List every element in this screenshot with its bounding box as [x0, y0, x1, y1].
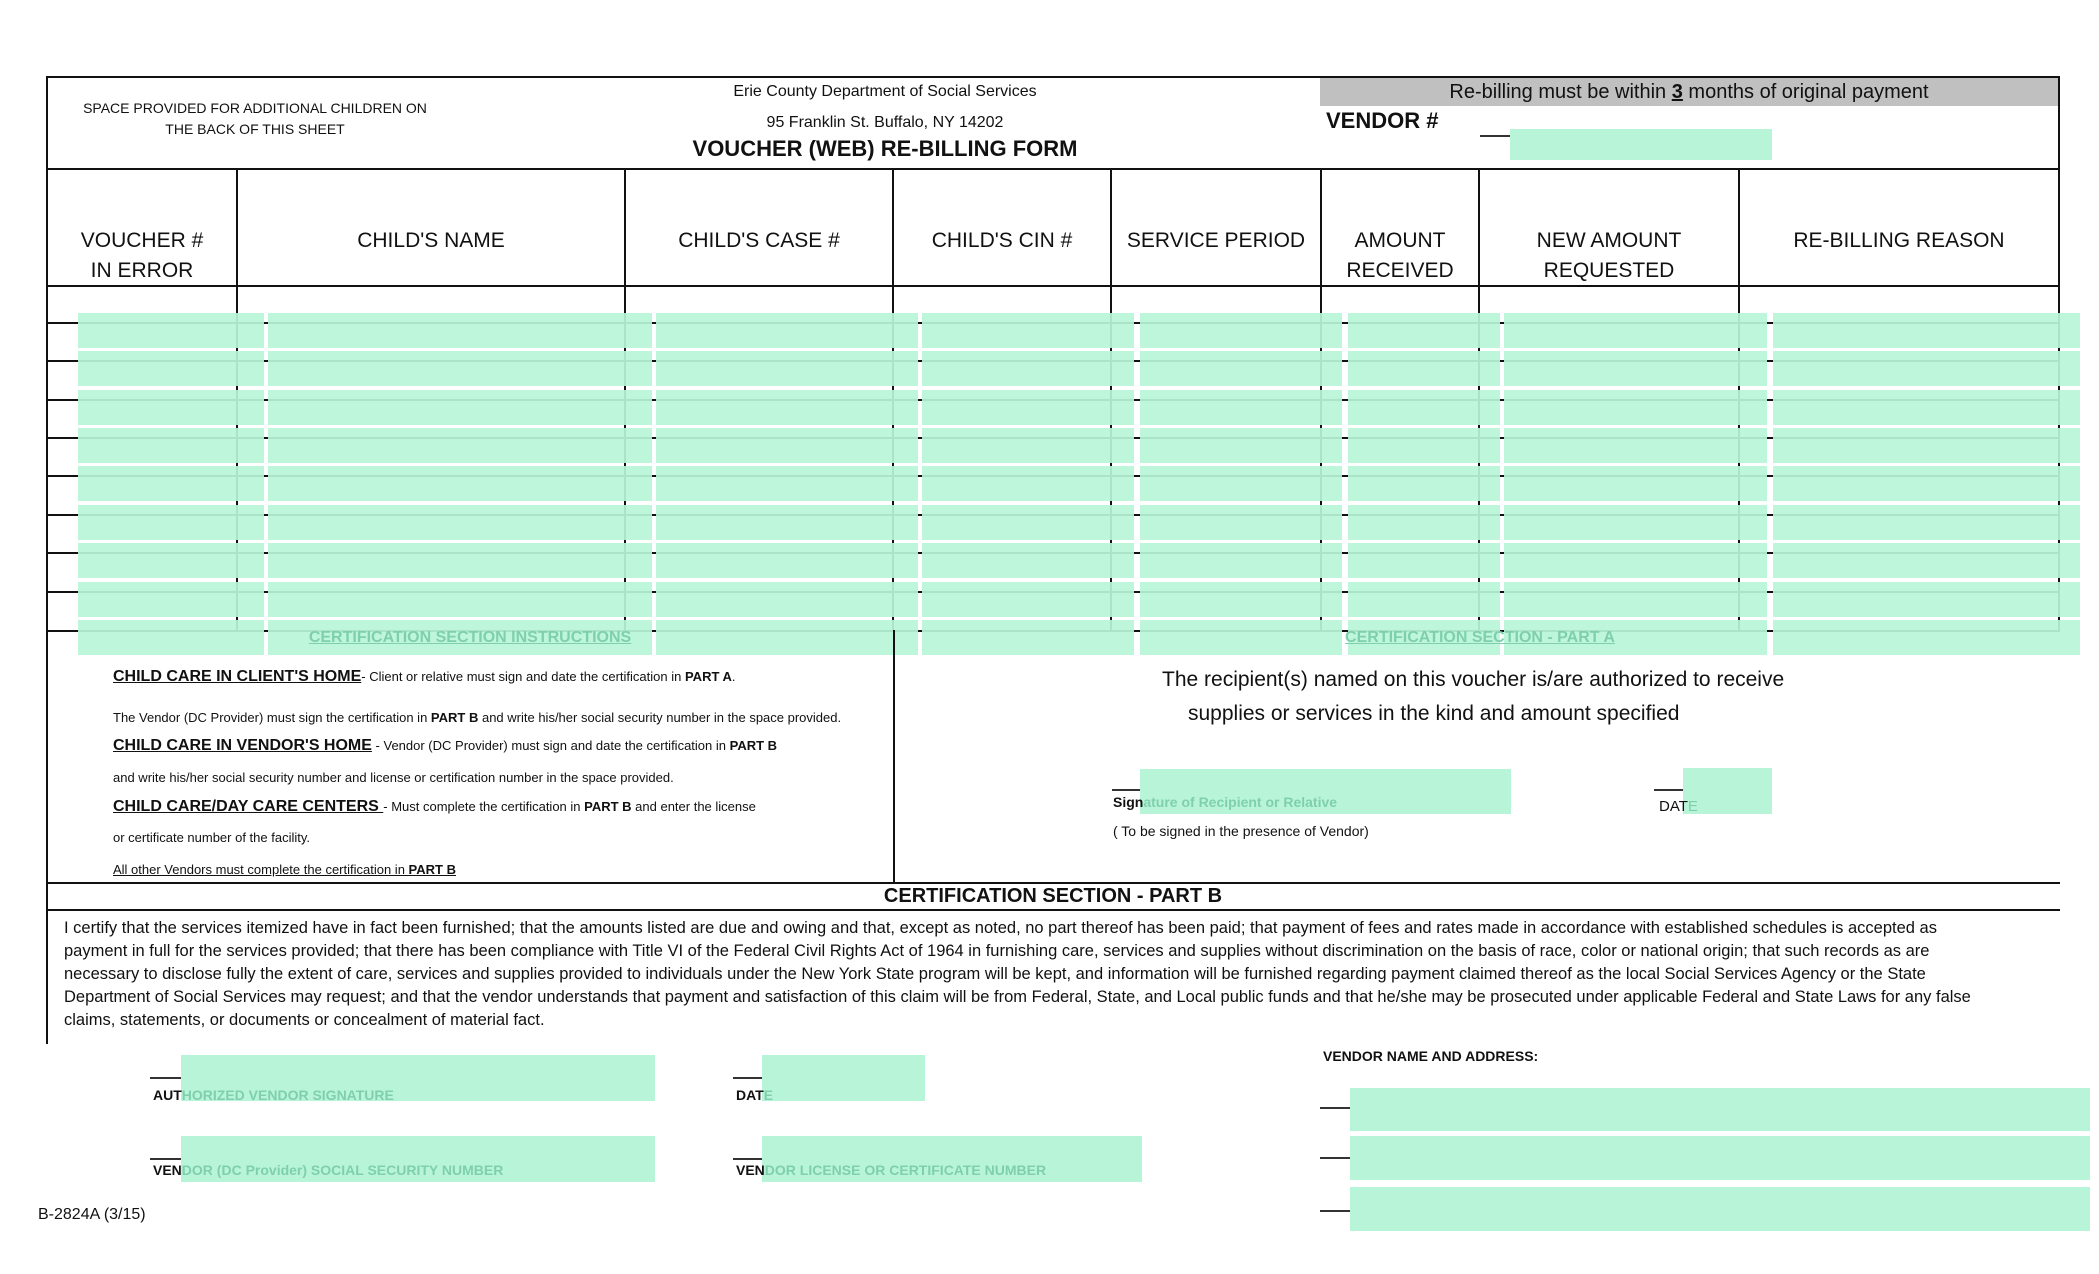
- col-header-line1: CHILD'S CASE #: [678, 229, 840, 252]
- amount-received-input[interactable]: [1348, 543, 1500, 578]
- voucher-number-input[interactable]: [78, 351, 264, 386]
- child-case-number-input[interactable]: [656, 466, 918, 501]
- col-header-rebilling-reason: [1740, 226, 2058, 256]
- label-ghost-text: DOR (DC Provider) SOCIAL SECURITY NUMBER: [181, 1162, 504, 1178]
- service-period-cell[interactable]: [1140, 390, 1342, 425]
- amount-received-input[interactable]: [1348, 505, 1500, 540]
- voucher-number-input[interactable]: [78, 428, 264, 463]
- cert-line: Department of Social Services may request; and that the vendor understands that payment and satisfaction of this claim will be from Federal, State, and Local public funds and that he/she may be prosecuted under applicable Federal and State Laws for any false: [64, 988, 1971, 1006]
- child-name-cell[interactable]: [268, 543, 652, 578]
- amount-received-input[interactable]: [1348, 428, 1500, 463]
- voucher-number-cell[interactable]: [78, 582, 264, 617]
- service-period-cell[interactable]: [1140, 505, 1342, 540]
- col-header-line1: RE-BILLING REASON: [1793, 229, 2005, 252]
- new-amount-requested-input[interactable]: [1504, 466, 1767, 501]
- rebill-post: months of original payment: [1682, 81, 1929, 103]
- child-case-number-cell[interactable]: [656, 466, 918, 501]
- amount-received-input[interactable]: [1348, 390, 1500, 425]
- child-name-input[interactable]: [268, 428, 652, 463]
- service-period-cell[interactable]: [1140, 313, 1342, 348]
- space-note: [60, 98, 450, 140]
- voucher-number-cell[interactable]: [78, 620, 264, 655]
- service-period-cell[interactable]: [1140, 351, 1342, 386]
- instr-day-care-title: CHILD CARE/DAY CARE CENTERS: [113, 798, 384, 815]
- vendor-number-field[interactable]: [1510, 129, 1772, 160]
- voucher-number-cell[interactable]: [78, 390, 264, 425]
- rebilling-reason-cell[interactable]: [1773, 543, 2080, 578]
- voucher-number-cell[interactable]: [78, 313, 264, 348]
- instructions-divider: [893, 630, 895, 882]
- label-ghost-text: DOR LICENSE OR CERTIFICATE NUMBER: [764, 1162, 1047, 1178]
- child-case-number-cell[interactable]: [656, 390, 918, 425]
- child-name-input[interactable]: [268, 390, 652, 425]
- col-header-child-name: [238, 226, 624, 256]
- instr-text: and enter the license: [631, 799, 756, 814]
- cert-line: necessary to disclose fully the extent of care, services and supplies provided to individuals under the New York State program will be kept, and information will be furnished regarding payment claimed thereof as the local Social Services Agency or the State: [64, 965, 1926, 983]
- child-case-number-input[interactable]: [656, 390, 918, 425]
- child-name-input[interactable]: [268, 582, 652, 617]
- col-header-line2: RECEIVED: [1346, 259, 1454, 282]
- service-period-input[interactable]: [1140, 428, 1342, 463]
- col-header-line1: SERVICE PERIOD: [1126, 229, 1306, 252]
- part-b-heading: CERTIFICATION SECTION - PART B: [883, 885, 1223, 907]
- vendor-address-field-2[interactable]: [1350, 1136, 2090, 1180]
- part-b-heading-line: [46, 909, 2060, 911]
- amount-received-cell[interactable]: [1348, 543, 1500, 578]
- child-name-input[interactable]: [268, 351, 652, 386]
- instr-text: or certificate number of the facility.: [113, 830, 311, 845]
- new-amount-requested-cell[interactable]: [1504, 466, 1767, 501]
- new-amount-requested-cell[interactable]: [1504, 582, 1767, 617]
- form-title: VOUCHER (WEB) RE-BILLING FORM: [692, 136, 1078, 161]
- rebilling-reason-input[interactable]: [1773, 390, 2080, 425]
- part-b-date-label: [736, 1087, 773, 1103]
- rebilling-reason-cell[interactable]: [1773, 428, 2080, 463]
- child-cin-number-cell[interactable]: [922, 390, 1134, 425]
- rebilling-reason-input[interactable]: [1773, 313, 2080, 348]
- rebilling-reason-input[interactable]: [1773, 620, 2080, 655]
- instr-line-day-care: [113, 798, 756, 816]
- vendor-name-address-label: VENDOR NAME AND ADDRESS:: [1323, 1048, 1539, 1064]
- space-note-line2: THE BACK OF THIS SHEET: [165, 121, 345, 137]
- amount-received-cell[interactable]: [1348, 505, 1500, 540]
- rebilling-reason-cell[interactable]: [1773, 390, 2080, 425]
- child-case-number-cell[interactable]: [656, 505, 918, 540]
- amount-received-cell[interactable]: [1348, 390, 1500, 425]
- rebilling-reason-input[interactable]: [1773, 351, 2080, 386]
- rebilling-reason-input[interactable]: [1773, 505, 2080, 540]
- col-header-line2: REQUESTED: [1543, 259, 1675, 282]
- amount-received-cell[interactable]: [1348, 428, 1500, 463]
- vendor-number-input[interactable]: [1510, 129, 1772, 160]
- instr-part-ref: PART B: [430, 710, 479, 725]
- label-text: VEN: [736, 1162, 765, 1178]
- service-period-input[interactable]: [1140, 620, 1342, 655]
- instr-part-ref: PART B: [729, 738, 778, 753]
- child-case-number-input[interactable]: [656, 582, 918, 617]
- instr-text: - Must complete the certification in: [383, 799, 585, 814]
- col-header-voucher: [48, 226, 236, 286]
- col-header-amount-received: [1322, 226, 1478, 286]
- new-amount-requested-input[interactable]: [1504, 582, 1767, 617]
- table-top-line: [46, 168, 2060, 170]
- instr-text: The Vendor (DC Provider) must sign the certification in: [113, 710, 431, 725]
- instr-client-home-title: CHILD CARE IN CLIENT'S HOME: [113, 668, 362, 685]
- vendor-address-input-2[interactable]: [1350, 1136, 2090, 1180]
- voucher-number-cell[interactable]: [78, 351, 264, 386]
- part-b-certification-text: [64, 917, 2054, 1032]
- amount-received-cell[interactable]: [1348, 313, 1500, 348]
- part-b-date-input[interactable]: [762, 1055, 925, 1101]
- col-header-case-number: [626, 226, 892, 256]
- child-case-number-input[interactable]: [656, 543, 918, 578]
- label-text: DAT: [1659, 798, 1688, 815]
- child-cin-number-input[interactable]: [922, 313, 1134, 348]
- col-header-line1: NEW AMOUNT: [1536, 229, 1682, 252]
- new-amount-requested-input[interactable]: [1504, 428, 1767, 463]
- col-header-line1: CHILD'S NAME: [357, 229, 505, 252]
- service-period-cell[interactable]: [1140, 620, 1342, 655]
- child-case-number-input[interactable]: [656, 313, 918, 348]
- service-period-cell[interactable]: [1140, 582, 1342, 617]
- service-period-input[interactable]: [1140, 582, 1342, 617]
- instr-text: - Vendor (DC Provider) must sign and date the certification in: [371, 738, 730, 753]
- label-ghost-text: HORIZED VENDOR SIGNATURE: [181, 1087, 394, 1103]
- service-period-cell[interactable]: [1140, 466, 1342, 501]
- child-cin-number-cell[interactable]: [922, 466, 1134, 501]
- col-header-new-amount: [1480, 226, 1738, 286]
- child-name-cell[interactable]: [268, 390, 652, 425]
- col-header-line1: CHILD'S CIN #: [931, 229, 1073, 252]
- agency-name: Erie County Department of Social Services: [733, 83, 1037, 100]
- new-amount-requested-input[interactable]: [1504, 313, 1767, 348]
- child-case-number-input[interactable]: [656, 351, 918, 386]
- instr-line-vendor-home: [113, 737, 777, 755]
- service-period-input[interactable]: [1140, 313, 1342, 348]
- vendor-signature-label: [153, 1087, 394, 1103]
- child-name-input[interactable]: [268, 313, 652, 348]
- vendor-address-input-1[interactable]: [1350, 1088, 2090, 1131]
- child-cin-number-input[interactable]: [922, 466, 1134, 501]
- new-amount-requested-cell[interactable]: [1504, 505, 1767, 540]
- child-cin-number-input[interactable]: [922, 505, 1134, 540]
- child-cin-number-cell[interactable]: [922, 505, 1134, 540]
- amount-received-input[interactable]: [1348, 582, 1500, 617]
- child-name-cell[interactable]: [268, 505, 652, 540]
- child-cin-number-cell[interactable]: [922, 351, 1134, 386]
- rebilling-reason-cell[interactable]: [1773, 582, 2080, 617]
- part-a-heading: CERTIFICATION SECTION - PART A: [1345, 629, 1615, 646]
- service-period-input[interactable]: [1140, 543, 1342, 578]
- child-name-cell[interactable]: [268, 582, 652, 617]
- child-cin-number-input[interactable]: [922, 390, 1134, 425]
- child-case-number-input[interactable]: [656, 428, 918, 463]
- child-cin-number-cell[interactable]: [922, 620, 1134, 655]
- col-header-line1: AMOUNT: [1354, 229, 1446, 252]
- recipient-signature-note: ( To be signed in the presence of Vendor): [1113, 823, 1369, 839]
- amount-received-cell[interactable]: [1348, 351, 1500, 386]
- instr-line-other-vendors: [113, 862, 456, 877]
- child-case-number-cell[interactable]: [656, 543, 918, 578]
- rebill-pre: Re-billing must be within: [1449, 81, 1672, 103]
- child-case-number-cell[interactable]: [656, 428, 918, 463]
- child-case-number-input[interactable]: [656, 505, 918, 540]
- voucher-number-cell[interactable]: [78, 466, 264, 501]
- label-text: AUT: [153, 1087, 182, 1103]
- rebilling-reason-input[interactable]: [1773, 582, 2080, 617]
- amount-received-cell[interactable]: [1348, 582, 1500, 617]
- instr-text: All other Vendors must complete the certification in: [113, 862, 409, 877]
- instr-line-vendor-sign: [113, 710, 841, 725]
- label-ghost-text: E: [1687, 798, 1698, 815]
- instr-vendor-home-title: CHILD CARE IN VENDOR'S HOME: [113, 737, 372, 754]
- service-period-input[interactable]: [1140, 466, 1342, 501]
- instr-part-ref: PART A: [684, 669, 732, 684]
- new-amount-requested-input[interactable]: [1504, 543, 1767, 578]
- form-number: B-2824A (3/15): [38, 1206, 146, 1223]
- new-amount-requested-cell[interactable]: [1504, 428, 1767, 463]
- new-amount-requested-input[interactable]: [1504, 390, 1767, 425]
- child-case-number-cell[interactable]: [656, 351, 918, 386]
- new-amount-requested-cell[interactable]: [1504, 351, 1767, 386]
- label-text: DAT: [736, 1087, 764, 1103]
- child-name-cell[interactable]: [268, 313, 652, 348]
- vendor-license-label: [736, 1162, 1046, 1178]
- vendor-address-field-1[interactable]: [1350, 1088, 2090, 1131]
- voucher-number-input[interactable]: [78, 313, 264, 348]
- child-name-input[interactable]: [268, 505, 652, 540]
- instr-text: .: [731, 669, 736, 684]
- cert-line: payment in full for the services provided; that there has been compliance with Title VI of the Federal Civil Rights Act of 1964 in furnishing care, services and supplies without discrimination on the basis of race, color or national origin; that such records as are: [64, 942, 1930, 960]
- recipient-signature-label: [1113, 794, 1337, 810]
- amount-received-input[interactable]: [1348, 313, 1500, 348]
- service-period-input[interactable]: [1140, 390, 1342, 425]
- new-amount-requested-cell[interactable]: [1504, 313, 1767, 348]
- voucher-number-cell[interactable]: [78, 543, 264, 578]
- rebill-deadline-banner: [1320, 78, 2058, 106]
- vendor-ssn-label: [153, 1162, 503, 1178]
- part-b-date-field[interactable]: [762, 1055, 925, 1101]
- voucher-number-input[interactable]: [78, 390, 264, 425]
- voucher-number-cell[interactable]: [78, 428, 264, 463]
- cert-line: I certify that the services itemized have in fact been furnished; that the amounts listed are due and owing and that, except as noted, no part thereof has been paid; that payment of fees and rates made in accordance with established schedules is accepted as: [64, 919, 1937, 937]
- col-header-line1: VOUCHER #: [80, 229, 204, 252]
- child-cin-number-input[interactable]: [922, 351, 1134, 386]
- label-text: VEN: [153, 1162, 182, 1178]
- voucher-number-input[interactable]: [78, 466, 264, 501]
- child-cin-number-cell[interactable]: [922, 582, 1134, 617]
- voucher-number-cell[interactable]: [78, 505, 264, 540]
- instructions-heading: CERTIFICATION SECTION INSTRUCTIONS: [308, 629, 632, 646]
- rebill-months: 3: [1671, 81, 1683, 103]
- child-cin-number-input[interactable]: [922, 428, 1134, 463]
- part-a-date-label: [1659, 798, 1698, 815]
- instr-text: - Client or relative must sign and date the certification in: [361, 669, 685, 684]
- instr-text: and write his/her social security number and license or certification number in the space provided.: [113, 770, 674, 785]
- service-period-input[interactable]: [1140, 351, 1342, 386]
- part-a-text-line2: supplies or services in the kind and amount specified: [1188, 702, 1680, 725]
- vendor-number-label: VENDOR #: [1326, 108, 1439, 133]
- child-cin-number-cell[interactable]: [922, 428, 1134, 463]
- child-cin-number-cell[interactable]: [922, 543, 1134, 578]
- child-name-input[interactable]: [268, 543, 652, 578]
- col-header-line2: IN ERROR: [90, 259, 194, 282]
- instr-part-ref: PART B: [408, 862, 456, 877]
- label-ghost-text: ature of Recipient or Relative: [1143, 794, 1338, 810]
- instr-line-client-home: [113, 668, 736, 686]
- service-period-input[interactable]: [1140, 505, 1342, 540]
- child-case-number-cell[interactable]: [656, 582, 918, 617]
- vendor-address-field-3[interactable]: [1350, 1187, 2090, 1231]
- rebilling-reason-cell[interactable]: [1773, 466, 2080, 501]
- voucher-number-input[interactable]: [78, 505, 264, 540]
- voucher-number-input[interactable]: [78, 620, 264, 655]
- label-text: Sign: [1113, 794, 1144, 810]
- col-header-cin-number: [894, 226, 1110, 256]
- instr-part-ref: PART B: [584, 799, 632, 814]
- child-name-cell[interactable]: [268, 466, 652, 501]
- col-header-service-period: [1112, 226, 1320, 256]
- vendor-address-input-3[interactable]: [1350, 1187, 2090, 1231]
- rebilling-reason-cell[interactable]: [1773, 313, 2080, 348]
- cert-line: claims, statements, or documents or concealment of material fact.: [64, 1011, 545, 1029]
- space-note-line1: SPACE PROVIDED FOR ADDITIONAL CHILDREN ON: [83, 100, 427, 116]
- instr-text: and write his/her social security number in the space provided.: [478, 710, 842, 725]
- amount-received-input[interactable]: [1348, 351, 1500, 386]
- child-name-input[interactable]: [268, 466, 652, 501]
- rebilling-reason-cell[interactable]: [1773, 620, 2080, 655]
- child-name-cell[interactable]: [268, 351, 652, 386]
- child-cin-number-input[interactable]: [922, 620, 1134, 655]
- voucher-number-input[interactable]: [78, 582, 264, 617]
- child-case-number-cell[interactable]: [656, 313, 918, 348]
- new-amount-requested-cell[interactable]: [1504, 543, 1767, 578]
- new-amount-requested-input[interactable]: [1504, 505, 1767, 540]
- agency-address: 95 Franklin St. Buffalo, NY 14202: [766, 114, 1004, 131]
- part-a-text-line1: The recipient(s) named on this voucher is/are authorized to receive: [1162, 668, 1785, 691]
- child-cin-number-input[interactable]: [922, 543, 1134, 578]
- amount-received-input[interactable]: [1348, 466, 1500, 501]
- instr-line-vendor-ssn: [113, 770, 674, 785]
- rebilling-reason-input[interactable]: [1773, 428, 2080, 463]
- service-period-cell[interactable]: [1140, 543, 1342, 578]
- new-amount-requested-cell[interactable]: [1504, 390, 1767, 425]
- rebilling-reason-cell[interactable]: [1773, 505, 2080, 540]
- child-cin-number-input[interactable]: [922, 582, 1134, 617]
- service-period-cell[interactable]: [1140, 428, 1342, 463]
- voucher-number-input[interactable]: [78, 543, 264, 578]
- rebilling-reason-cell[interactable]: [1773, 351, 2080, 386]
- new-amount-requested-input[interactable]: [1504, 351, 1767, 386]
- rebilling-reason-input[interactable]: [1773, 543, 2080, 578]
- table-header-bottom-line: [46, 285, 2060, 287]
- rebilling-reason-input[interactable]: [1773, 466, 2080, 501]
- child-cin-number-cell[interactable]: [922, 313, 1134, 348]
- label-ghost-text: E: [763, 1087, 774, 1103]
- amount-received-cell[interactable]: [1348, 466, 1500, 501]
- instr-line-facility: [113, 830, 310, 845]
- child-name-cell[interactable]: [268, 428, 652, 463]
